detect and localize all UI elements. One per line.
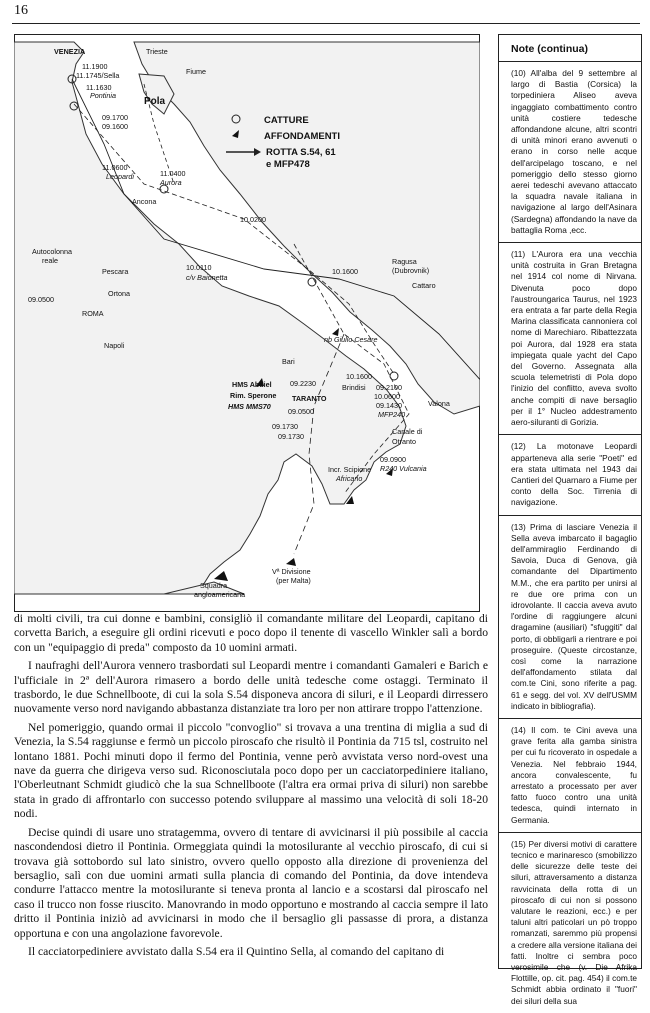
svg-text:ROTTA S.54, 61: ROTTA S.54, 61 [266, 147, 336, 158]
note-13: (13) Prima di lasciare Venezia il Sella aveva imbarcato il bagaglio dell'ammiraglio Ferdinando di Savoia, Duca di Genova, già comandante del Dipartimento M.M., che era partito per unirsi al re due ore prima con un idrovolante. Il caccia aveva avuto l'ordine di raggiungere alcuni dragamine (ausiliari) "sfuggiti" dal porto, di obbligarli a rientrare e poi proseguire. (Queste circostanze, così come la narrazione dell'affondamento stilata dal com.te Cini, sono riferite a pag. 61 e segg. del vol. XV dell'USMM indicato in bibliografia). [499, 516, 641, 719]
svg-text:11.1900: 11.1900 [82, 62, 108, 71]
svg-text:HMS Abdiel: HMS Abdiel [232, 380, 272, 389]
svg-text:09.0500: 09.0500 [28, 295, 54, 304]
svg-text:e MFP478: e MFP478 [266, 159, 310, 170]
svg-text:Pontinia: Pontinia [90, 91, 116, 100]
svg-text:Ancona: Ancona [132, 197, 157, 206]
svg-text:Otranto: Otranto [392, 437, 416, 446]
svg-text:10.0110: 10.0110 [186, 263, 212, 272]
svg-text:Aurora: Aurora [160, 178, 182, 187]
paragraph: I naufraghi dell'Aurora vennero trasbordati sul Leopardi mentre i comandanti Gamaleri e Barich e l'ufficiale in 2ª dell'Aurora rimasero a bordo delle unità tedesche come ostaggi. Terminato il trasbordo, le due Schnellboote, di cui la sola S.54 disponeva ancora di siluri, e il Leopardi dirressero nuovamente verso nord navigando abbastanza distanziate tra loro per non attirare troppo l'attenzione. [14, 659, 488, 716]
svg-text:Fiume: Fiume [186, 67, 206, 76]
svg-text:Brindisi: Brindisi [342, 383, 366, 392]
svg-text:09.2100: 09.2100 [376, 383, 402, 392]
page-number: 16 [14, 3, 28, 18]
svg-text:MFP240: MFP240 [378, 410, 406, 419]
note-11: (11) L'Aurora era una vecchia unità costruita in Gran Bretagna nel 1914 col nome di Nirvana. Divenuta poco dopo l'austroungarica Taurus, nel 1923 era entrata a far parte della Regia Marina classificata cannoniera col nome di Marechiaro. Ribattezzata poi Aurora, dal 1928 era stata impiegata quale yacht del Capo del Governo. Assegnata alla scuola telemetristi di Pola dopo l'inizio del conflitto, aveva svolto anche compiti di nave bersaglio per il 1° Nucleo addestramento aero-siluranti di Gorizia. [499, 243, 641, 435]
svg-text:Ragusa: Ragusa [392, 257, 417, 266]
svg-text:10.0600: 10.0600 [374, 392, 400, 401]
svg-text:Bari: Bari [282, 357, 295, 366]
paragraph: Nel pomeriggio, quando ormai il piccolo "convoglio" si trovava a una trentina di miglia a sud di Venezia, la S.54 raggiunse e fermò un piccolo piroscafo che risultò il Pontinia da 715 tsl, costruito nel lontano 1881. Pochi minuti dopo il fermo del Pontinia, venne però avvistata verso nord-ovest una nave da guerra che dirigeva verso sud. Riconosciutala poco dopo per un cacciatorpediniere italiano, l'Oberleutnant Schmidt giudicò che la sua Schnellboote (l'altra era ormai priva di siluri) non sarebbe stata in grado di affrontarlo con successo potendo sviluppare al massimo una velocità di soli 18-20 nodi. [14, 720, 488, 821]
svg-text:11.1630: 11.1630 [86, 83, 112, 92]
svg-text:11.0600: 11.0600 [102, 163, 128, 172]
svg-text:R240 Vulcania: R240 Vulcania [380, 464, 427, 473]
svg-text:Canale di: Canale di [392, 427, 423, 436]
svg-text:09.0500: 09.0500 [288, 407, 314, 416]
svg-text:09.1430: 09.1430 [376, 401, 402, 410]
svg-text:10.1600: 10.1600 [346, 372, 372, 381]
note-12: (12) La motonave Leopardi apparteneva alla serie "Poeti" ed era stata ultimata nel 1943 dai Cantieri del Quarnaro a Fiume per conto della Soc. Tirrenia di navigazione. [499, 435, 641, 515]
svg-text:Incr. Scipione: Incr. Scipione [328, 465, 372, 474]
svg-text:Africano: Africano [336, 474, 363, 483]
svg-text:VENEZIA: VENEZIA [54, 47, 86, 56]
svg-text:09.1600: 09.1600 [102, 122, 128, 131]
svg-text:nb Giulio Cesare: nb Giulio Cesare [324, 335, 378, 344]
svg-text:Ortona: Ortona [108, 289, 130, 298]
svg-text:CATTURE: CATTURE [264, 115, 309, 126]
paragraph: Decise quindi di usare uno stratagemma, ovvero di tentare di avvicinarsi il più possibile al caccia nascondendosi dietro il Pontinia. Ormeggiata quindi la motosilurante al vecchio piroscafo, di cui si trovava già sottobordo sul lato sinistro, ovvero quello opposto alla direzione di provenienza del bersaglio, salì con due uomini armati sulla plancia di comando del Pontinia, da dove intendeva condurre l'attacco mentre la motosilurante si teneva pronta al lancio e a scostarsi dal piroscafo nel caso il trucco non fosse riuscito. Manovrando in modo opportuno e mostrando al caccia sempre il lato dritto il Pontinia iniziò ad avvicinarsi in modo che il bersaglio gli passasse di prora, a distanza opportuna e con una angolazione favorevole. [14, 825, 488, 940]
svg-text:Pescara: Pescara [102, 267, 129, 276]
svg-text:09.1730: 09.1730 [272, 422, 298, 431]
svg-text:(per Malta): (per Malta) [276, 576, 311, 585]
svg-text:09.1700: 09.1700 [102, 113, 128, 122]
svg-text:09.2230: 09.2230 [290, 379, 316, 388]
svg-text:09.0900: 09.0900 [380, 455, 406, 464]
svg-text:Squadra: Squadra [200, 581, 228, 590]
svg-text:TARANTO: TARANTO [292, 394, 327, 403]
svg-text:Autocolonna: Autocolonna [32, 247, 72, 256]
note-15: (15) Per diversi motivi di carattere tecnico e marinaresco (smobilizzo delle sicurezze delle teste dei siluri, attraversamento a distanza ravvicinata della rotta di un piroscafo di cui non si possono valutare le reazioni, ecc.) e per taluni altri paticolari un pò troppo romanzati, saremmo più propensi a credere alla versione italiana dei fatti. Inoltre ci sembra poco verosimile che (v. Die Afrika Flottille, op. cit. pag. 454) il com.te Schmidt abbia ordinato il "fuori" dei siluri della sua [511, 838, 637, 1006]
svg-text:11.0400: 11.0400 [160, 169, 186, 178]
svg-text:HMS MMS70: HMS MMS70 [228, 402, 271, 411]
svg-text:Rim. Sperone: Rim. Sperone [230, 391, 277, 400]
svg-text:Valona: Valona [428, 399, 450, 408]
svg-text:10.0200: 10.0200 [240, 215, 266, 224]
svg-text:ROMA: ROMA [82, 309, 104, 318]
header-rule [12, 23, 640, 24]
svg-text:Pola: Pola [144, 96, 166, 107]
svg-text:reale: reale [42, 256, 58, 265]
notes-title: Note (continua) [499, 35, 641, 62]
svg-text:(Dubrovnik): (Dubrovnik) [392, 266, 430, 275]
svg-text:11.1745/Sella: 11.1745/Sella [76, 71, 120, 80]
notes-box [498, 34, 642, 1006]
note-10: (10) All'alba del 9 settembre al largo di Bastia (Corsica) la torpediniera Aliseo aveva ingaggiato combattimento contro unità costiere tedesche affondandone alcune, altri scontri di unità minori erano avvenuti o erano in corso nelle acque dell'arcipelago toscano, e nel pomeriggio dello stesso giorno aerei tedeschi avevano attaccato la squadra navale italiana in navigazione al largo dell'Asinara (Sardegna) affondando la nave da battaglia Roma ,ecc. [499, 62, 641, 243]
svg-text:angloamericana: angloamericana [194, 590, 246, 599]
svg-text:Trieste: Trieste [146, 47, 168, 56]
body-text [14, 612, 488, 963]
svg-text:c/v Baionetta: c/v Baionetta [186, 273, 228, 282]
paragraph: di molti civili, tra cui donne e bambini, consigliò il comandante militare del Leopardi, capitano di corvetta Barich, a eseguire gli ordini ricevuti e poco dopo il tenente di vascello Winkler salì a bordo con un "equipaggio di preda" composto da 10 uomini armati. [14, 612, 488, 654]
note-14: (14) Il com. te Cini aveva una grave ferita alla gamba sinistra per cui fu ricoverato in ospedale a Venezia. Nel febbraio 1944, ancora convalescente, fu arrestato a processato per aver fatto fuoco contro una unità tedesca, quindi internato in Germania. [499, 719, 641, 833]
adriatic-map [14, 34, 480, 612]
svg-text:09.1730: 09.1730 [278, 432, 304, 441]
svg-text:Leopardi: Leopardi [106, 172, 134, 181]
svg-text:Vª Divisione: Vª Divisione [272, 567, 311, 576]
paragraph: Il cacciatorpediniere avvistato dalla S.54 era il Quintino Sella, al comando del capitano di [28, 944, 445, 958]
svg-text:Napoli: Napoli [104, 341, 125, 350]
svg-text:10.1600: 10.1600 [332, 267, 358, 276]
svg-text:Cattaro: Cattaro [412, 281, 436, 290]
svg-text:AFFONDAMENTI: AFFONDAMENTI [264, 131, 340, 142]
